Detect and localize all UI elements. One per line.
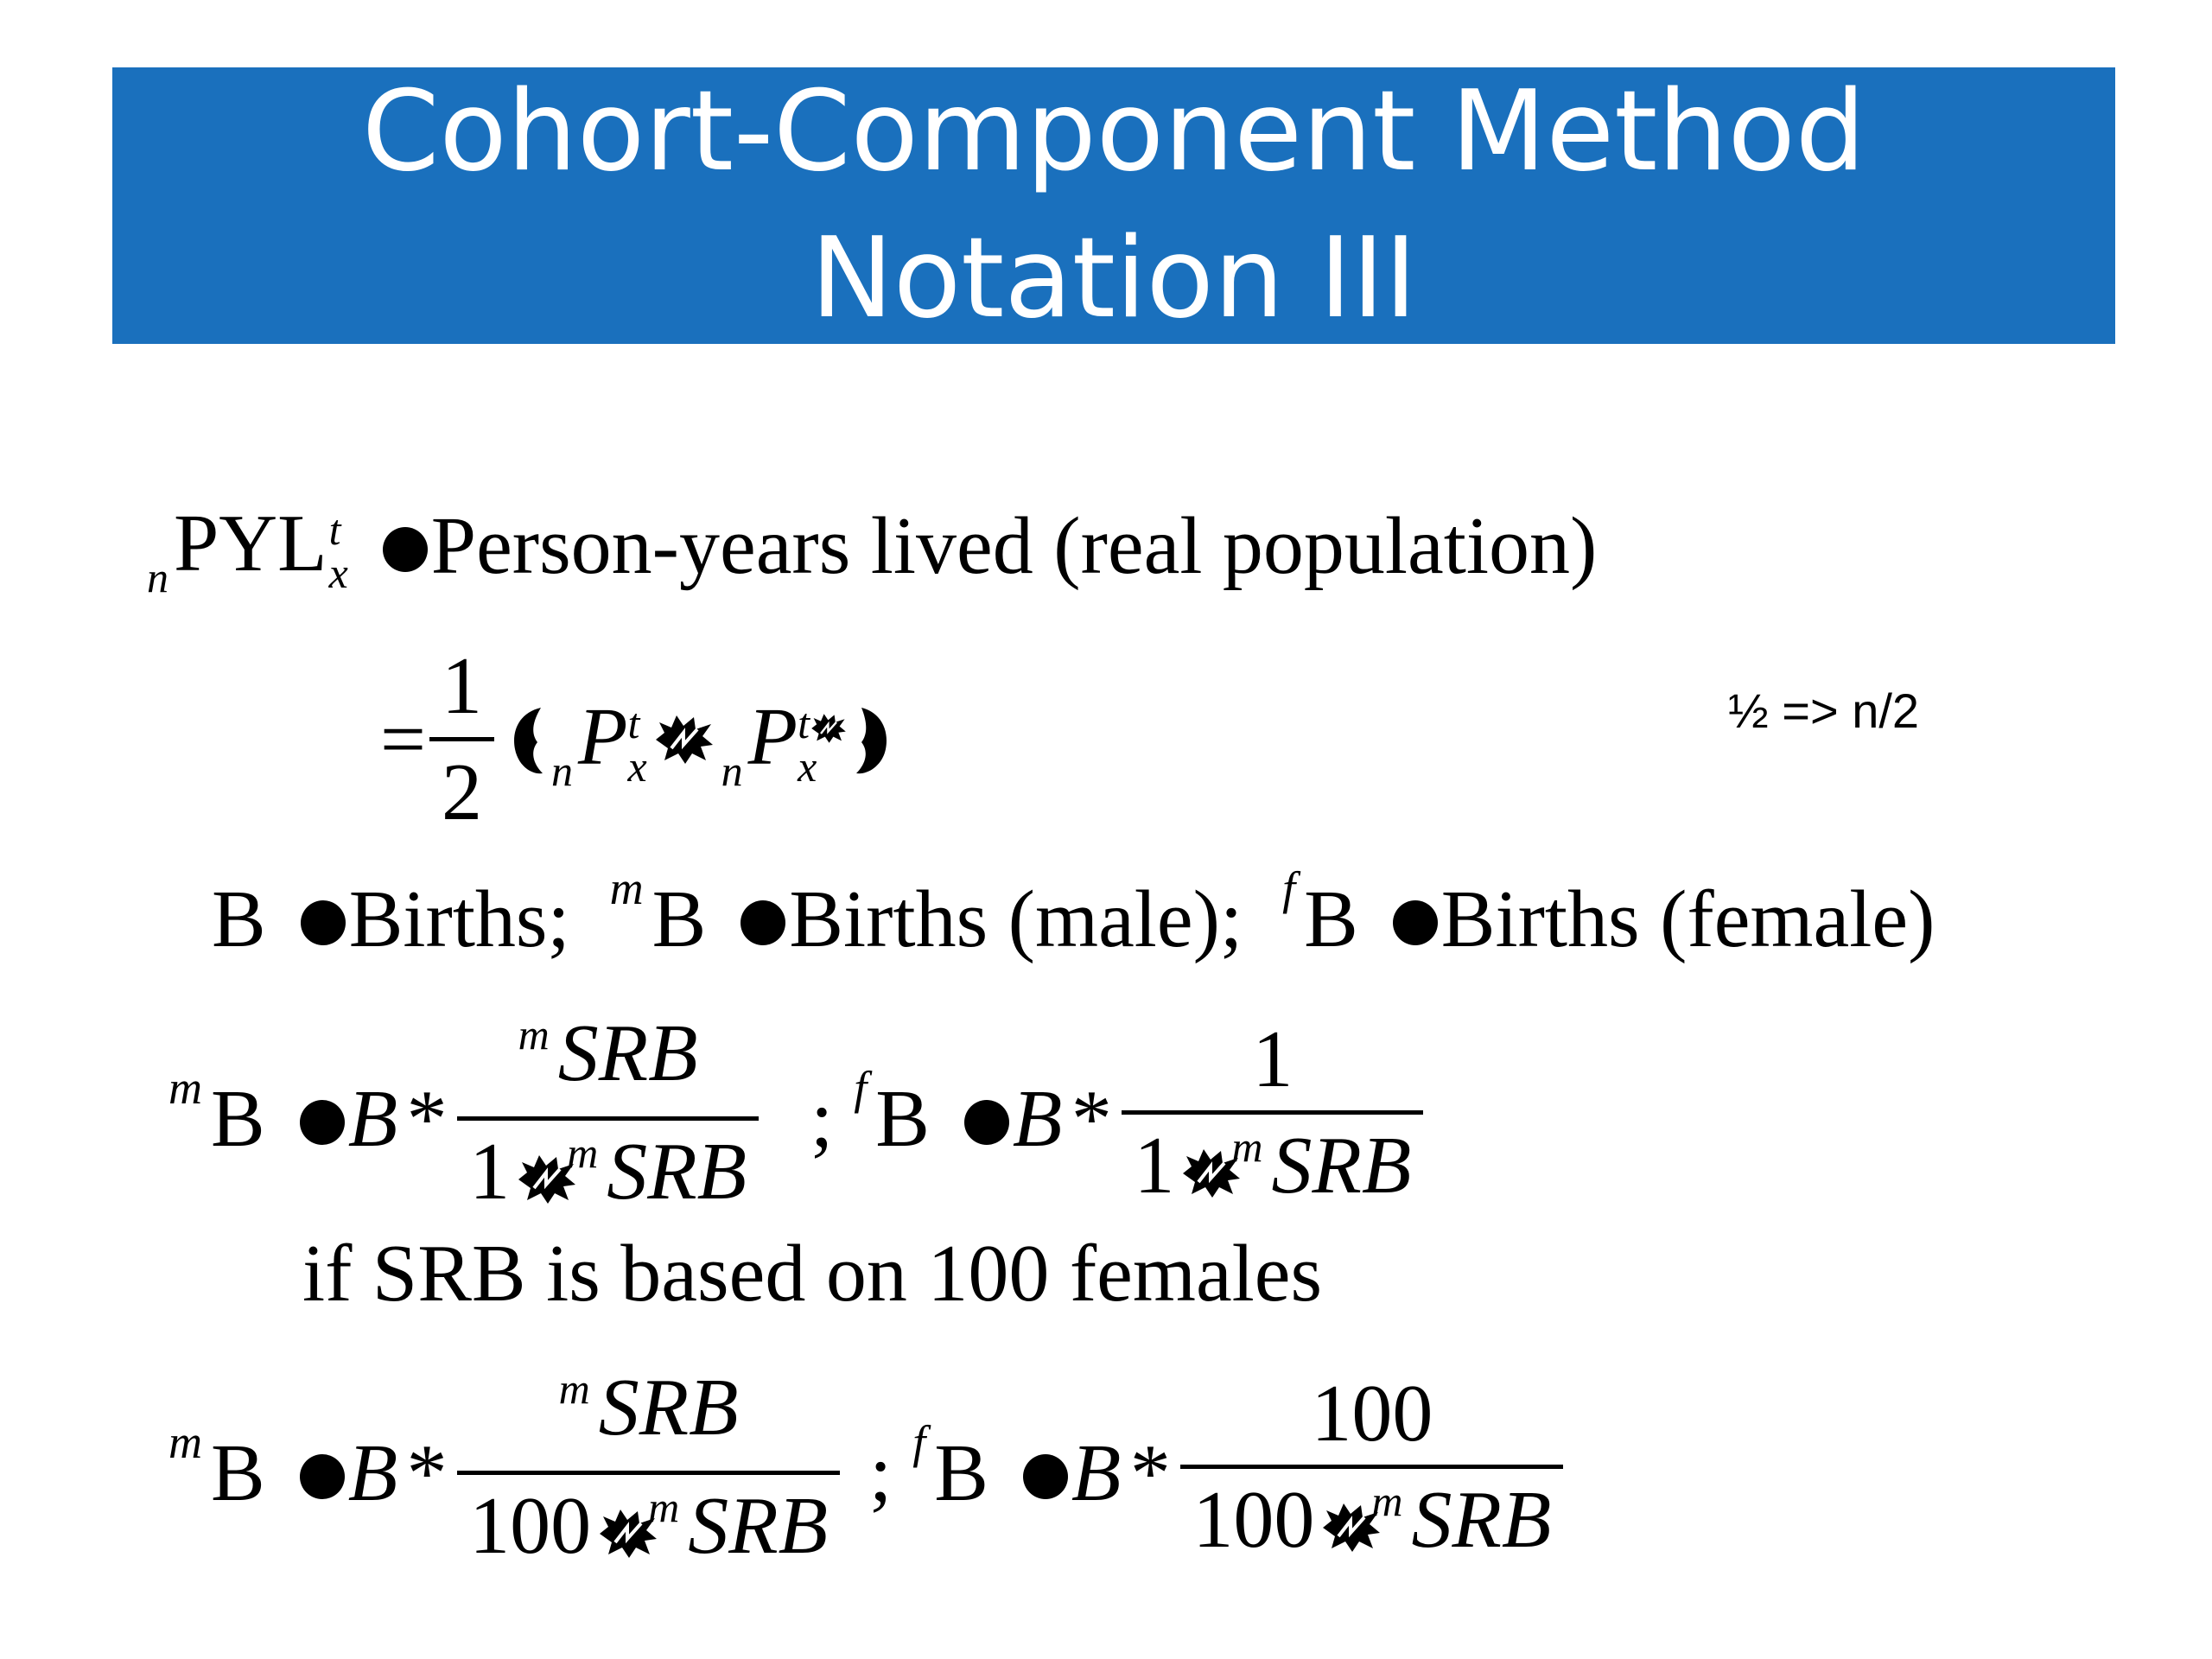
denominator-hundred: 100: [1192, 1475, 1315, 1565]
births-definitions: [212, 862, 1936, 966]
sex-split-formula-1: [168, 1002, 1432, 1235]
half-fraction: [429, 635, 494, 843]
male-fraction-numerator: [506, 1002, 710, 1116]
equals-dot-icon: [1023, 1454, 1068, 1499]
p2-symbol: [747, 690, 848, 791]
p2-pre-subscript: n: [721, 746, 743, 795]
multiply-symbol: *: [403, 1073, 444, 1164]
title-line-1: Cohort-Component Method: [362, 67, 1866, 196]
male-fraction: [457, 1357, 840, 1589]
total-births-symbol: B: [347, 1427, 398, 1518]
denominator-one: 1: [469, 1127, 511, 1217]
right-paren-icon: [851, 701, 893, 779]
female-births-symbol: B: [934, 1427, 988, 1518]
multiply-symbol: *: [1067, 1073, 1109, 1164]
p2-symbol-text: P: [747, 691, 798, 782]
equals-dot-icon: [300, 1454, 345, 1499]
denominator-srb: SRB: [688, 1481, 829, 1571]
female-fraction-denominator: [1122, 1115, 1423, 1229]
pyl-definition: [147, 497, 1598, 601]
equals-dot-icon: [741, 900, 785, 945]
births-description: Births;: [348, 874, 570, 964]
half-denominator: 2: [442, 747, 483, 837]
female-fraction-denominator: [1180, 1469, 1563, 1583]
female-births-symbol: B: [1304, 874, 1358, 964]
female-superscript: f: [1282, 862, 1296, 914]
sex-split-formula-2: [168, 1357, 1572, 1589]
p2-superscript-text: t: [798, 699, 810, 748]
multiply-symbol: *: [1126, 1427, 1167, 1518]
pyl-formula: [380, 635, 896, 843]
male-superscript: m: [168, 1415, 202, 1468]
p1-superscript: t: [627, 699, 640, 748]
total-births-symbol: B: [347, 1073, 398, 1164]
equals-dot-icon: [300, 1100, 345, 1145]
plus-glyph-icon: [654, 714, 715, 766]
pyl-symbol-text: PYL: [174, 499, 327, 588]
pyl-description: Person-years lived (real population): [430, 500, 1598, 591]
births-symbol: B: [212, 874, 266, 964]
male-births-symbol: B: [211, 1427, 265, 1518]
p2-subscript: x: [798, 742, 817, 791]
title-line-2: Notation III: [810, 214, 1417, 343]
denominator-superscript: m: [567, 1128, 599, 1177]
total-births-symbol: B: [1012, 1073, 1063, 1164]
male-superscript: m: [168, 1061, 202, 1114]
pyl-subscript: x: [328, 549, 348, 598]
female-births-description: Births (female): [1440, 874, 1936, 964]
p2-superscript: [798, 699, 848, 748]
p1-pre-subscript: n: [551, 746, 574, 795]
title-banner: [112, 67, 2115, 344]
male-fraction-denominator: [457, 1475, 840, 1589]
denominator-one: 1: [1134, 1121, 1175, 1211]
female-fraction: [1180, 1363, 1563, 1583]
equals-dot-icon: [301, 900, 346, 945]
plus-glyph-icon: [810, 713, 848, 744]
denominator-hundred: 100: [469, 1481, 592, 1571]
separator: ;: [869, 1427, 893, 1518]
pyl-symbol: [174, 497, 348, 598]
half-numerator: 1: [442, 641, 483, 731]
denominator-srb: SRB: [1411, 1475, 1552, 1565]
srb-condition: if SRB is based on 100 females: [302, 1229, 1323, 1319]
male-births-description: Births (male);: [789, 874, 1243, 964]
female-fraction: [1122, 1008, 1423, 1229]
total-births-symbol: B: [1071, 1427, 1122, 1518]
denominator-srb: SRB: [607, 1127, 747, 1217]
p1-symbol: [578, 690, 647, 791]
side-note: ½ => n/2: [1728, 683, 1920, 738]
female-superscript: f: [854, 1061, 868, 1114]
formula-equals: =: [380, 694, 427, 785]
equals-dot-icon: [964, 1100, 1009, 1145]
male-fraction-denominator: [457, 1121, 759, 1235]
equals-dot-icon: [383, 527, 428, 572]
p1-symbol-text: P: [578, 691, 628, 782]
female-fraction-numerator: 100: [1311, 1369, 1433, 1459]
numerator-superscript: m: [518, 1010, 550, 1058]
female-superscript: f: [912, 1415, 926, 1468]
pyl-superscript: t: [328, 505, 341, 555]
denominator-superscript: m: [648, 1483, 680, 1531]
equals-dot-icon: [1393, 900, 1438, 945]
male-births-symbol: B: [211, 1073, 265, 1164]
female-births-symbol: B: [875, 1073, 930, 1164]
male-fraction: [457, 1002, 759, 1235]
separator: ;: [810, 1073, 834, 1164]
pyl-pre-subscript: n: [147, 552, 168, 601]
left-paren-icon: [506, 701, 548, 779]
female-fraction-numerator: 1: [1252, 1014, 1294, 1104]
denominator-superscript: m: [1371, 1477, 1403, 1525]
male-births-symbol: B: [652, 874, 707, 964]
numerator-srb: SRB: [598, 1363, 739, 1452]
denominator-srb: SRB: [1271, 1121, 1412, 1211]
numerator-srb: SRB: [557, 1008, 698, 1098]
p1-subscript: x: [627, 742, 647, 791]
multiply-symbol: *: [403, 1427, 444, 1518]
denominator-superscript: m: [1231, 1122, 1263, 1171]
male-fraction-numerator: [547, 1357, 751, 1471]
male-superscript: m: [609, 862, 644, 914]
numerator-superscript: m: [558, 1364, 590, 1413]
